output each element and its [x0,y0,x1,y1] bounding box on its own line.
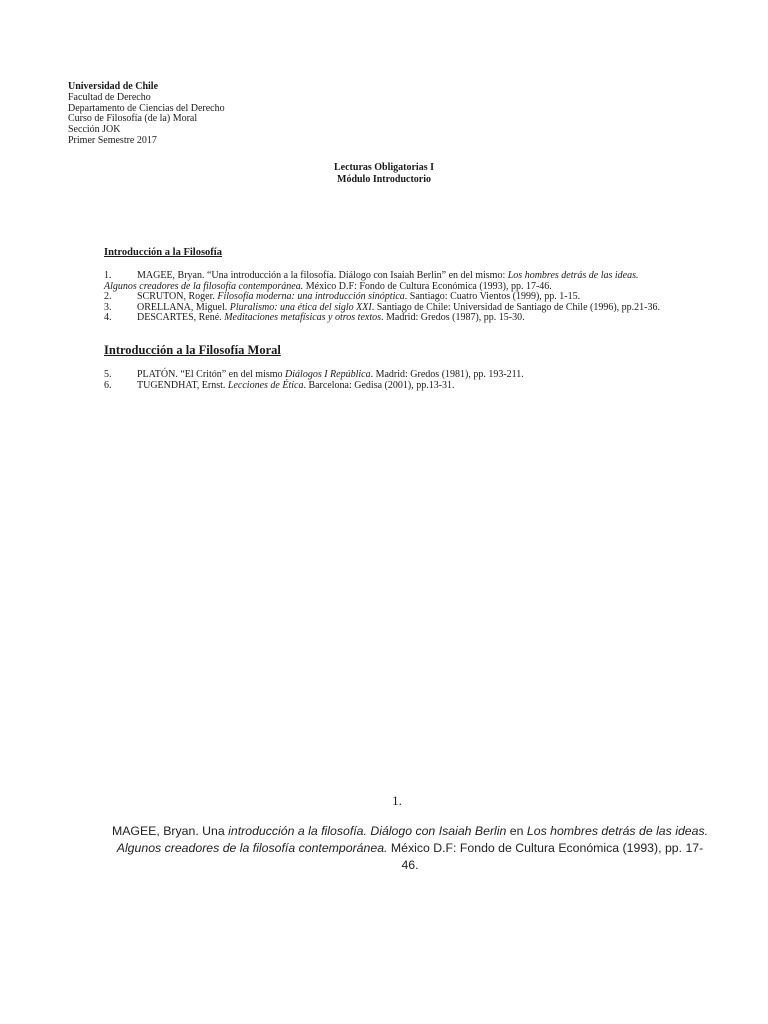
reading-list-1 [104,271,704,324]
excerpt-title: introducción a la filosofía. Diálogo con Isaiah Berlin [228,824,507,838]
list-item [104,381,704,392]
item-author: SCRUTON, Roger. [137,291,218,303]
list-item [104,271,704,292]
item-title: Pluralismo: una ética del siglo XXI [229,301,372,313]
document-title [0,162,768,185]
item-publisher: . Barcelona: Gedisa (2001), pp.13-31. [303,379,455,391]
title-line-1: Lecturas Obligatorias I [334,162,434,173]
item-publisher: . Madrid: Gredos (1987), pp. 15-30. [381,312,525,324]
item-publisher: México D.F: Fondo de Cultura Económica (1993), pp. 17-46. [303,280,552,292]
section-heading-filosofia-moral: Introducción a la Filosofía Moral [104,343,281,357]
excerpt-number: 1. [392,793,402,808]
excerpt-book: Los hombres detrás de las ideas. Algunos creadores de la filosofía contemporánea. [116,824,709,855]
item-number: 1. [104,270,112,281]
item-subtitle: Algunos creadores de la filosofía contemporánea. [104,280,304,292]
item-number: 2. [104,291,112,303]
item-number: 3. [104,301,112,313]
excerpt-author: MAGEE, Bryan. Una [111,824,229,838]
item-number: 6. [104,379,112,391]
item-title: Filosofía moderna: una introducción sinóptica [217,291,405,303]
header-line-section: Sección JOK [68,124,121,136]
item-title: Los hombres detrás de las ideas. [507,270,639,281]
reading-list-2 [104,370,704,391]
header-line-faculty: Facultad de Derecho [68,91,151,103]
item-title: Lecciones de Ética [227,379,304,391]
institution-header [68,82,225,147]
excerpt-publisher: México D.F: Fondo de Cultura Económica (1993), pp. 17-46. [387,841,704,872]
header-line-department: Departamento de Ciencias del Derecho [68,102,225,114]
item-number: 4. [104,312,112,324]
header-line-semester: Primer Semestre 2017 [68,134,157,146]
list-item [104,313,704,324]
item-title: Meditaciones metafísicas y otros textos [224,312,382,324]
header-line-course: Curso de Filosofía (de la) Moral [68,113,198,125]
item-author: DESCARTES, René. [137,312,225,324]
item-publisher: . Santiago: Cuatro Vientos (1999), pp. 1-15. [404,291,581,303]
section-heading-filosofia: Introducción a la Filosofía [104,247,222,258]
item-author: ORELLANA, Miguel. [137,301,230,313]
item-title: Diálogos I República [285,369,371,380]
item-publisher: . Santiago de Chile: Universidad de Santiago de Chile (1996), pp.21-36. [371,301,660,313]
item-text: MAGEE, Bryan. “Una introducción a la filosofía. Diálogo con Isaiah Berlin” en del mismo: [137,270,508,281]
item-author: TUGENDHAT, Ernst. [137,379,228,391]
item-author: PLATÓN. “El Critón” en del mismo [137,369,286,380]
item-number: 5. [104,369,112,380]
excerpt-connector: en [506,824,527,838]
item-publisher: . Madrid: Gredos (1981), pp. 193-211. [370,369,524,380]
excerpt-citation [110,823,710,874]
university-name: Universidad de Chile [68,81,159,92]
title-line-2: Módulo Introductorio [337,173,431,185]
